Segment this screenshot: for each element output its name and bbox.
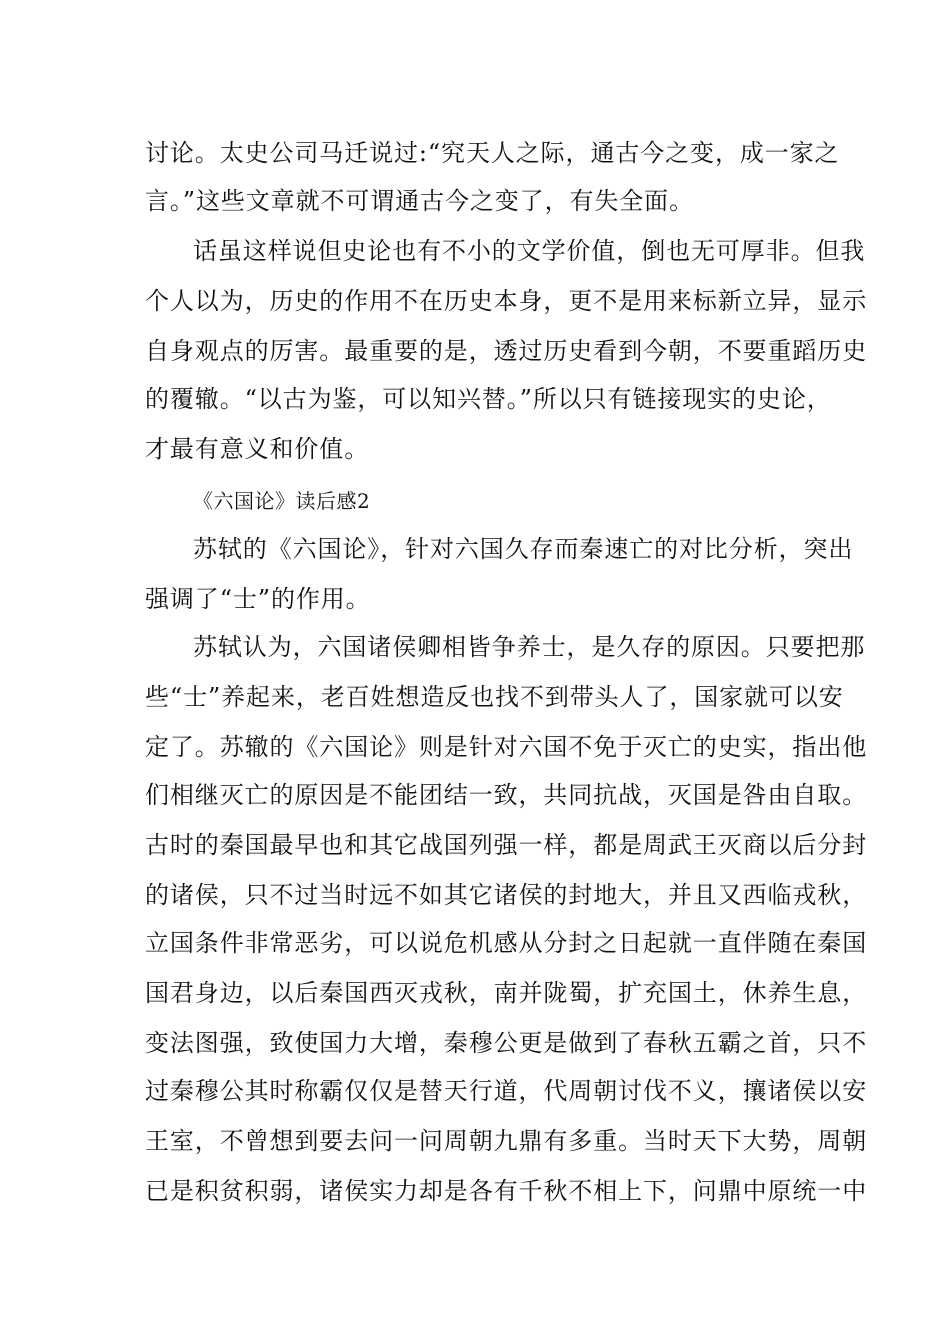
text-line: 立国条件非常恶劣，可以说危机感从分封之日起就一直伴随在秦国 (145, 929, 868, 957)
text-line: 才最有意义和价值。 (145, 435, 370, 463)
paragraph-first-line: 苏轼的《六国论》，针对六国久存而秦速亡的对比分析，突出 (193, 535, 854, 563)
text-line: 强调了“士”的作用。 (145, 585, 371, 613)
text-line: 古时的秦国最早也和其它战国列强一样，都是周武王灭商以后分封 (145, 831, 868, 859)
paragraph-first-line: 苏轼认为，六国诸侯卿相皆争养士，是久存的原因。只要把那 (193, 633, 866, 661)
text-line: 变法图强，致使国力大增，秦穆公更是做到了春秋五霸之首，只不 (145, 1029, 868, 1057)
text-line: 自身观点的厉害。最重要的是，透过历史看到今朝，不要重蹈历史 (145, 337, 868, 365)
paragraph-first-line: 话虽这样说但史论也有不小的文学价值，倒也无可厚非。但我 (193, 237, 866, 265)
text-line: 的覆辙。“以古为鉴，可以知兴替。”所以只有链接现实的史论， (145, 385, 832, 413)
section-heading: 《六国论》读后感2 (193, 489, 371, 513)
text-line: 讨论。太史公司马迁说过:“究天人之际，通古今之变，成一家之 (145, 139, 840, 167)
text-line: 定了。苏辙的《六国论》则是针对六国不免于灭亡的史实，指出他 (145, 733, 868, 761)
text-line: 个人以为，历史的作用不在历史本身，更不是用来标新立异，显示 (145, 287, 868, 315)
text-line: 的诸侯，只不过当时远不如其它诸侯的封地大，并且又西临戎秋， (145, 881, 868, 909)
text-line: 过秦穆公其时称霸仅仅是替天行道，代周朝讨伐不义，攘诸侯以安 (145, 1077, 868, 1105)
text-line: 些“士”养起来，老百姓想造反也找不到带头人了，国家就可以安 (145, 683, 844, 711)
text-line: 王室，不曾想到要去问一问周朝九鼎有多重。当时天下大势，周朝 (145, 1127, 868, 1155)
text-line: 们相继灭亡的原因是不能团结一致，共同抗战，灭国是咎由自取。 (145, 781, 868, 809)
text-line: 国君身边，以后秦国西灭戎秋，南并陇蜀，扩充国土，休养生息， (145, 979, 868, 1007)
text-line: 言。”这些文章就不可谓通古今之变了，有失全面。 (145, 187, 694, 215)
text-line: 已是积贫积弱，诸侯实力却是各有千秋不相上下，问鼎中原统一中 (145, 1177, 868, 1205)
